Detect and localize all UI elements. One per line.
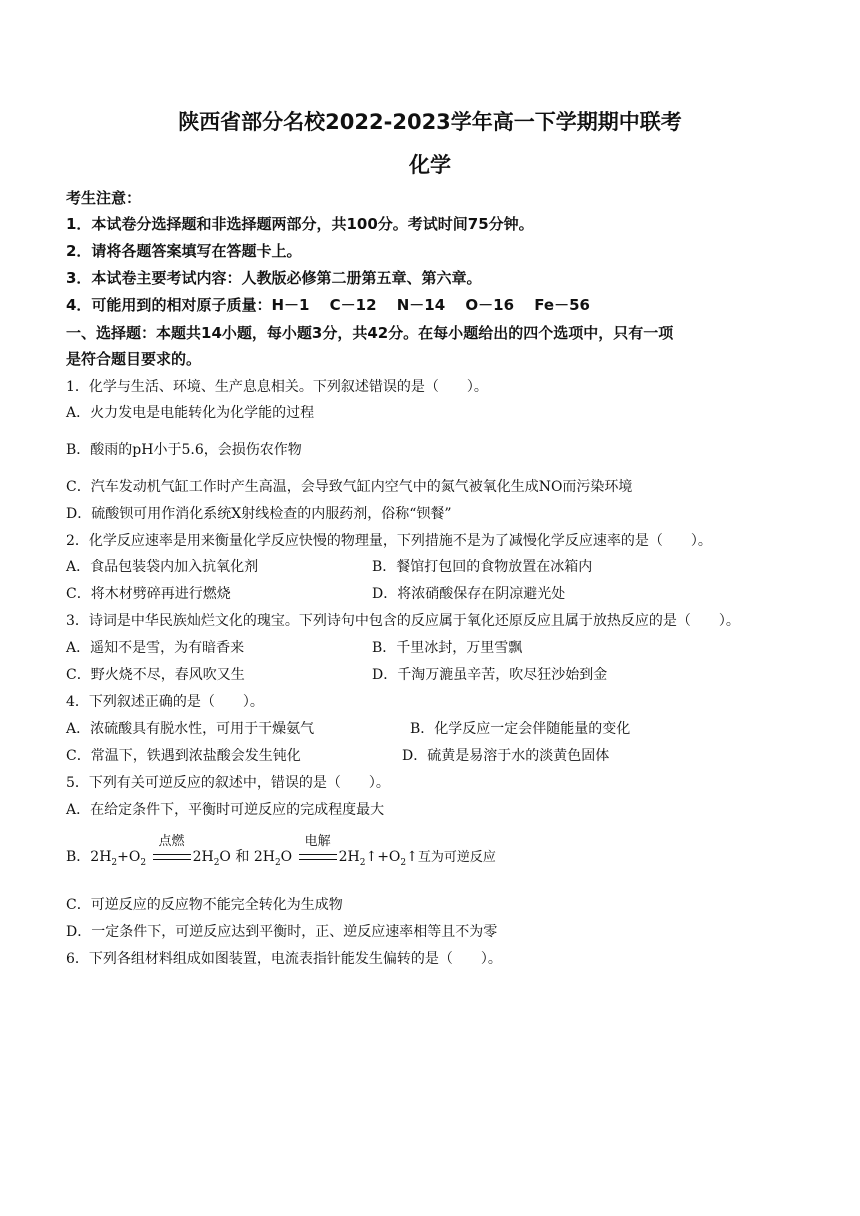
q5-option-b bbox=[66, 834, 496, 868]
eq2-reactant-o: O bbox=[280, 849, 293, 865]
eq1-condition bbox=[153, 834, 191, 865]
q2-option-c: C．将木材劈碎再进行燃烧 bbox=[66, 586, 231, 602]
q5-b-suffix: 互为可逆反应 bbox=[417, 850, 496, 865]
q5-option-d: D．一定条件下，可逆反应达到平衡时，正、逆反应速率相等且不为零 bbox=[66, 924, 498, 940]
eq1-reactant-o2: +O bbox=[117, 849, 141, 865]
subscript: 2 bbox=[111, 857, 118, 868]
and-word: 和 bbox=[230, 849, 254, 865]
double-line-sign bbox=[299, 854, 337, 860]
double-line-sign bbox=[153, 854, 191, 860]
q5-option-a: A．在给定条件下，平衡时可逆反应的完成程度最大 bbox=[66, 802, 385, 818]
q4-stem: 4．下列叙述正确的是（ ）。 bbox=[66, 694, 264, 710]
q5-b-prefix: B． bbox=[66, 849, 91, 865]
q2-option-d: D．将浓硝酸保存在阴凉避光处 bbox=[372, 586, 566, 602]
eq1-condition-text: 点燃 bbox=[158, 834, 185, 849]
eq2-condition-text: 电解 bbox=[304, 834, 331, 849]
subscript: 2 bbox=[359, 857, 366, 868]
notice-item-4: 4．可能用到的相对原子质量：H－1 C－12 N－14 O－16 Fe－56 bbox=[66, 296, 590, 314]
q4-option-c: C．常温下，铁遇到浓盐酸会发生钝化 bbox=[66, 748, 301, 764]
q2-stem: 2．化学反应速率是用来衡量化学反应快慢的物理量，下列措施不是为了减慢化学反应速率的是（ ）。 bbox=[66, 533, 712, 549]
q1-option-a: A．火力发电是电能转化为化学能的过程 bbox=[66, 405, 315, 421]
q3-option-c: C．野火烧不尽，春风吹又生 bbox=[66, 667, 245, 683]
subscript: 2 bbox=[213, 857, 220, 868]
q4-option-d: D．硫黄是易溶于水的淡黄色固体 bbox=[402, 748, 610, 764]
q4-option-b: B．化学反应一定会伴随能量的变化 bbox=[410, 721, 631, 737]
q1-option-c: C．汽车发动机气缸工作时产生高温，会导致气缸内空气中的氮气被氧化生成NO而污染环境 bbox=[66, 479, 633, 495]
q1-option-b: B．酸雨的pH小于5.6，会损伤农作物 bbox=[66, 442, 302, 458]
q1-option-d: D．硫酸钡可用作消化系统X射线检查的内服药剂，俗称“钡餐” bbox=[66, 506, 452, 522]
gas-arrow: ↑ bbox=[406, 849, 418, 865]
q5-stem: 5．下列有关可逆反应的叙述中，错误的是（ ）。 bbox=[66, 775, 390, 791]
eq2-product-h2: 2H bbox=[338, 849, 360, 865]
q3-stem: 3．诗词是中华民族灿烂文化的瑰宝。下列诗句中包含的反应属于氧化还原反应且属于放热反应的是（ ）。 bbox=[66, 613, 740, 629]
notice-item-1: 1．本试卷分选择题和非选择题两部分，共100分。考试时间75分钟。 bbox=[66, 215, 534, 233]
section1-instructions-line1: 一、选择题：本题共14小题，每小题3分，共42分。在每小题给出的四个选项中，只有一项 bbox=[66, 324, 674, 342]
notice-heading: 考生注意： bbox=[66, 189, 142, 207]
eq2-reactant-h2o: 2H bbox=[253, 849, 275, 865]
eq1-product-o: O bbox=[219, 849, 231, 865]
subscript: 2 bbox=[274, 857, 281, 868]
section1-instructions-line2: 是符合题目要求的。 bbox=[66, 350, 202, 368]
exam-subject: 化学 bbox=[409, 153, 451, 177]
eq2-condition bbox=[299, 834, 337, 865]
exam-title: 陕西省部分名校2022-2023学年高一下学期期中联考 bbox=[178, 110, 682, 134]
q2-option-a: A．食品包装袋内加入抗氧化剂 bbox=[66, 559, 259, 575]
eq1-product-h2o: 2H bbox=[192, 849, 214, 865]
eq2-product-o2: ↑+O bbox=[365, 849, 401, 865]
q4-option-a: A．浓硫酸具有脱水性，可用于干燥氨气 bbox=[66, 721, 315, 737]
q6-stem: 6．下列各组材料组成如图装置，电流表指针能发生偏转的是（ ）。 bbox=[66, 951, 502, 967]
q3-option-b: B．千里冰封，万里雪飘 bbox=[372, 640, 523, 656]
notice-item-3: 3．本试卷主要考试内容：人教版必修第二册第五章、第六章。 bbox=[66, 269, 482, 287]
q1-stem: 1．化学与生活、环境、生产息息相关。下列叙述错误的是（ ）。 bbox=[66, 379, 488, 395]
q5-option-c: C．可逆反应的反应物不能完全转化为生成物 bbox=[66, 897, 343, 913]
notice-item-2: 2．请将各题答案填写在答题卡上。 bbox=[66, 242, 302, 260]
q3-option-d: D．千淘万漉虽辛苦，吹尽狂沙始到金 bbox=[372, 667, 608, 683]
q2-option-b: B．餐馆打包回的食物放置在冰箱内 bbox=[372, 559, 593, 575]
subscript: 2 bbox=[140, 857, 147, 868]
q3-option-a: A．遥知不是雪，为有暗香来 bbox=[66, 640, 245, 656]
eq1-reactant-h2: 2H bbox=[90, 849, 112, 865]
subscript: 2 bbox=[400, 857, 407, 868]
